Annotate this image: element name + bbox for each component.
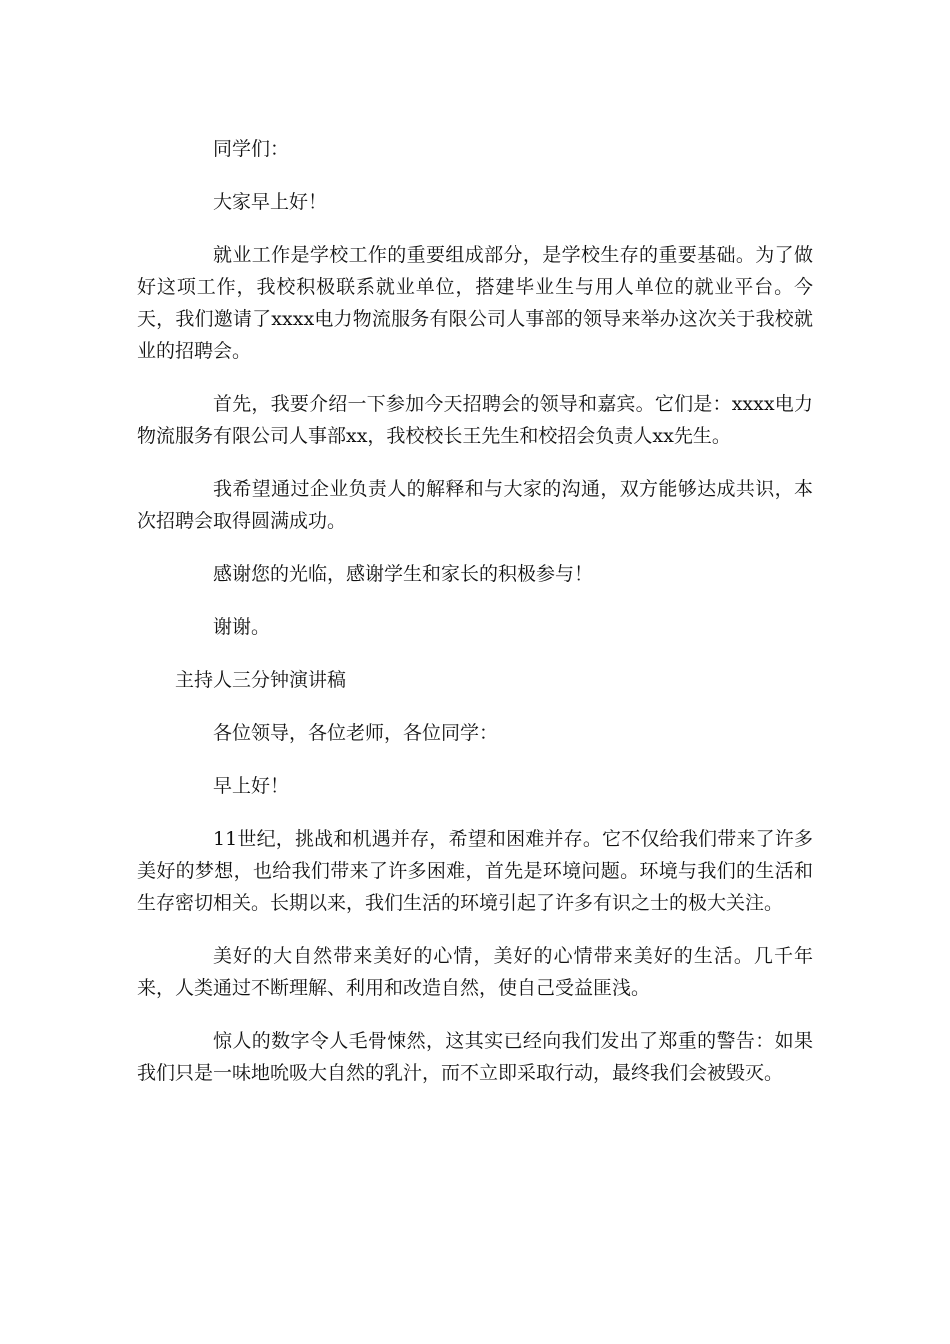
paragraph-morning: 早上好！: [213, 775, 290, 797]
paragraph-thanks-participation: 感谢您的光临，感谢学生和家长的积极参与！: [213, 563, 594, 585]
paragraph-warning: 惊人的数字令人毛骨悚然，这其实已经向我们发出了郑重的警告：如果我们只是一味地吮吸大自然的乳汁，而不立即采取行动，最终我们会被毁灭。: [137, 1030, 813, 1084]
paragraph-nature-mood: 美好的大自然带来美好的心情，美好的心情带来美好的生活。几千年来，人类通过不断理解、利用和改造自然，使自己受益匪浅。: [137, 945, 813, 999]
document-body: [137, 133, 813, 1110]
paragraph-hope-success: 我希望通过企业负责人的解释和与大家的沟通，双方能够达成共识，本次招聘会取得圆满成功。: [137, 478, 813, 532]
paragraph-century-challenges: 11世纪，挑战和机遇并存，希望和困难并存。它不仅给我们带来了许多美好的梦想，也给我们带来了许多困难，首先是环境问题。环境与我们的生活和生存密切相关。长期以来，我们生活的环境引起了许多有识之士的极大关注。: [137, 828, 813, 914]
paragraph-thank-you: 谢谢。: [213, 616, 271, 638]
paragraph-salutation: 各位领导，各位老师，各位同学：: [213, 722, 499, 744]
section-heading: 主持人三分钟演讲稿: [175, 669, 347, 691]
paragraph-employment-work: 就业工作是学校工作的重要组成部分，是学校生存的重要基础。为了做好这项工作，我校积极联系就业单位，搭建毕业生与用人单位的就业平台。今天，我们邀请了xxxx电力物流服务有限公司人事部的领导来举办这次关于我校就业的招聘会。: [137, 244, 813, 362]
paragraph-introduce-guests: 首先，我要介绍一下参加今天招聘会的领导和嘉宾。它们是：xxxx电力物流服务有限公司人事部xx，我校校长王先生和校招会负责人xx先生。: [137, 393, 813, 447]
paragraph-good-morning: 大家早上好！: [213, 191, 328, 213]
paragraph-greeting-students: 同学们：: [213, 138, 290, 160]
